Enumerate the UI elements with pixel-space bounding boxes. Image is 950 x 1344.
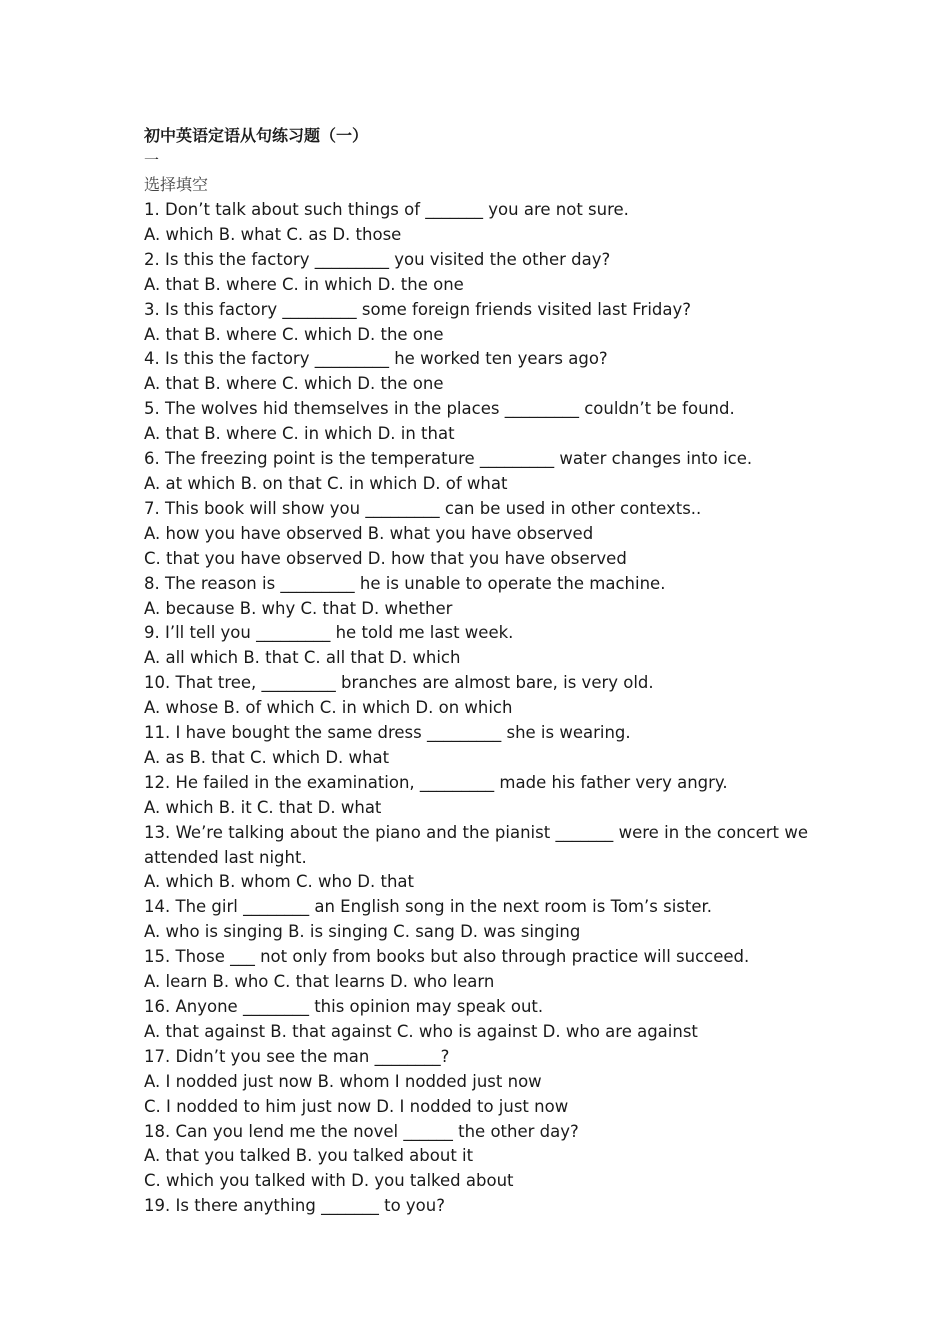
question-text: 15. Those ___ not only from books but also through practice will succeed. bbox=[144, 947, 750, 967]
answer-options: A. at which B. on that C. in which D. of what bbox=[144, 473, 508, 493]
answer-options: A. I nodded just now B. whom I nodded just now bbox=[144, 1071, 542, 1091]
question-text: 5. The wolves hid themselves in the places _________ couldn’t be found. bbox=[144, 399, 735, 419]
answer-options: A. who is singing B. is singing C. sang D. was singing bbox=[144, 922, 581, 942]
question-text: 18. Can you lend me the novel ______ the other day? bbox=[144, 1121, 579, 1141]
answer-options: A. which B. what C. as D. those bbox=[144, 224, 402, 244]
question-text: 16. Anyone ________ this opinion may speak out. bbox=[144, 997, 544, 1016]
question-text: 19. Is there anything _______ to you? bbox=[144, 1196, 445, 1216]
question-text: 8. The reason is _________ he is unable to operate the machine. bbox=[144, 573, 666, 593]
question-text: 9. I’ll tell you _________ he told me last week. bbox=[144, 623, 514, 643]
question-text: 13. We’re talking about the piano and the pianist _______ were in the concert we attended last night. bbox=[144, 822, 808, 867]
question-text: 2. Is this the factory _________ you visited the other day? bbox=[144, 249, 611, 269]
document-page bbox=[144, 124, 808, 1219]
question-text: 4. Is this the factory _________ he worked ten years ago? bbox=[144, 349, 608, 369]
question-text: 3. Is this factory _________ some foreign friends visited last Friday? bbox=[144, 299, 692, 319]
answer-options: A. how you have observed B. what you have observed bbox=[144, 523, 594, 543]
answer-options: A. that against B. that against C. who is against D. who are against bbox=[144, 1021, 698, 1041]
question-text: 17. Didn’t you see the man ________? bbox=[144, 1046, 450, 1066]
answer-options: C. which you talked with D. you talked about bbox=[144, 1171, 514, 1191]
question-text: 14. The girl ________ an English song in the next room is Tom’s sister. bbox=[144, 897, 713, 917]
answer-options: A. whose B. of which C. in which D. on which bbox=[144, 698, 513, 718]
answer-options: A. as B. that C. which D. what bbox=[144, 747, 390, 767]
question-list bbox=[144, 198, 808, 1219]
answer-options: A. which B. whom C. who D. that bbox=[144, 872, 414, 892]
answer-options: C. that you have observed D. how that you have observed bbox=[144, 548, 627, 568]
question-text: 6. The freezing point is the temperature _________ water changes into ice. bbox=[144, 449, 753, 469]
section-number: 一 bbox=[144, 151, 160, 169]
answer-options: A. that B. where C. which D. the one bbox=[144, 374, 444, 394]
answer-options: A. which B. it C. that D. what bbox=[144, 797, 382, 817]
document-title: 初中英语定语从句练习题（一） bbox=[144, 126, 369, 145]
answer-options: C. I nodded to him just now D. I nodded to just now bbox=[144, 1096, 569, 1116]
question-text: 7. This book will show you _________ can be used in other contexts.. bbox=[144, 498, 702, 518]
question-text: 12. He failed in the examination, _________ made his father very angry. bbox=[144, 772, 728, 792]
answer-options: A. learn B. who C. that learns D. who learn bbox=[144, 972, 495, 992]
answer-options: A. all which B. that C. all that D. which bbox=[144, 648, 461, 668]
answer-options: A. that you talked B. you talked about it bbox=[144, 1146, 474, 1166]
answer-options: A. because B. why C. that D. whether bbox=[144, 598, 453, 618]
section-label: 选择填空 bbox=[144, 175, 209, 194]
answer-options: A. that B. where C. in which D. the one bbox=[144, 274, 464, 294]
question-text: 1. Don’t talk about such things of _______ you are not sure. bbox=[144, 200, 629, 219]
answer-options: A. that B. where C. which D. the one bbox=[144, 324, 444, 344]
answer-options: A. that B. where C. in which D. in that bbox=[144, 424, 455, 444]
question-text: 10. That tree, _________ branches are almost bare, is very old. bbox=[144, 673, 654, 693]
question-text: 11. I have bought the same dress _________ she is wearing. bbox=[144, 723, 631, 743]
